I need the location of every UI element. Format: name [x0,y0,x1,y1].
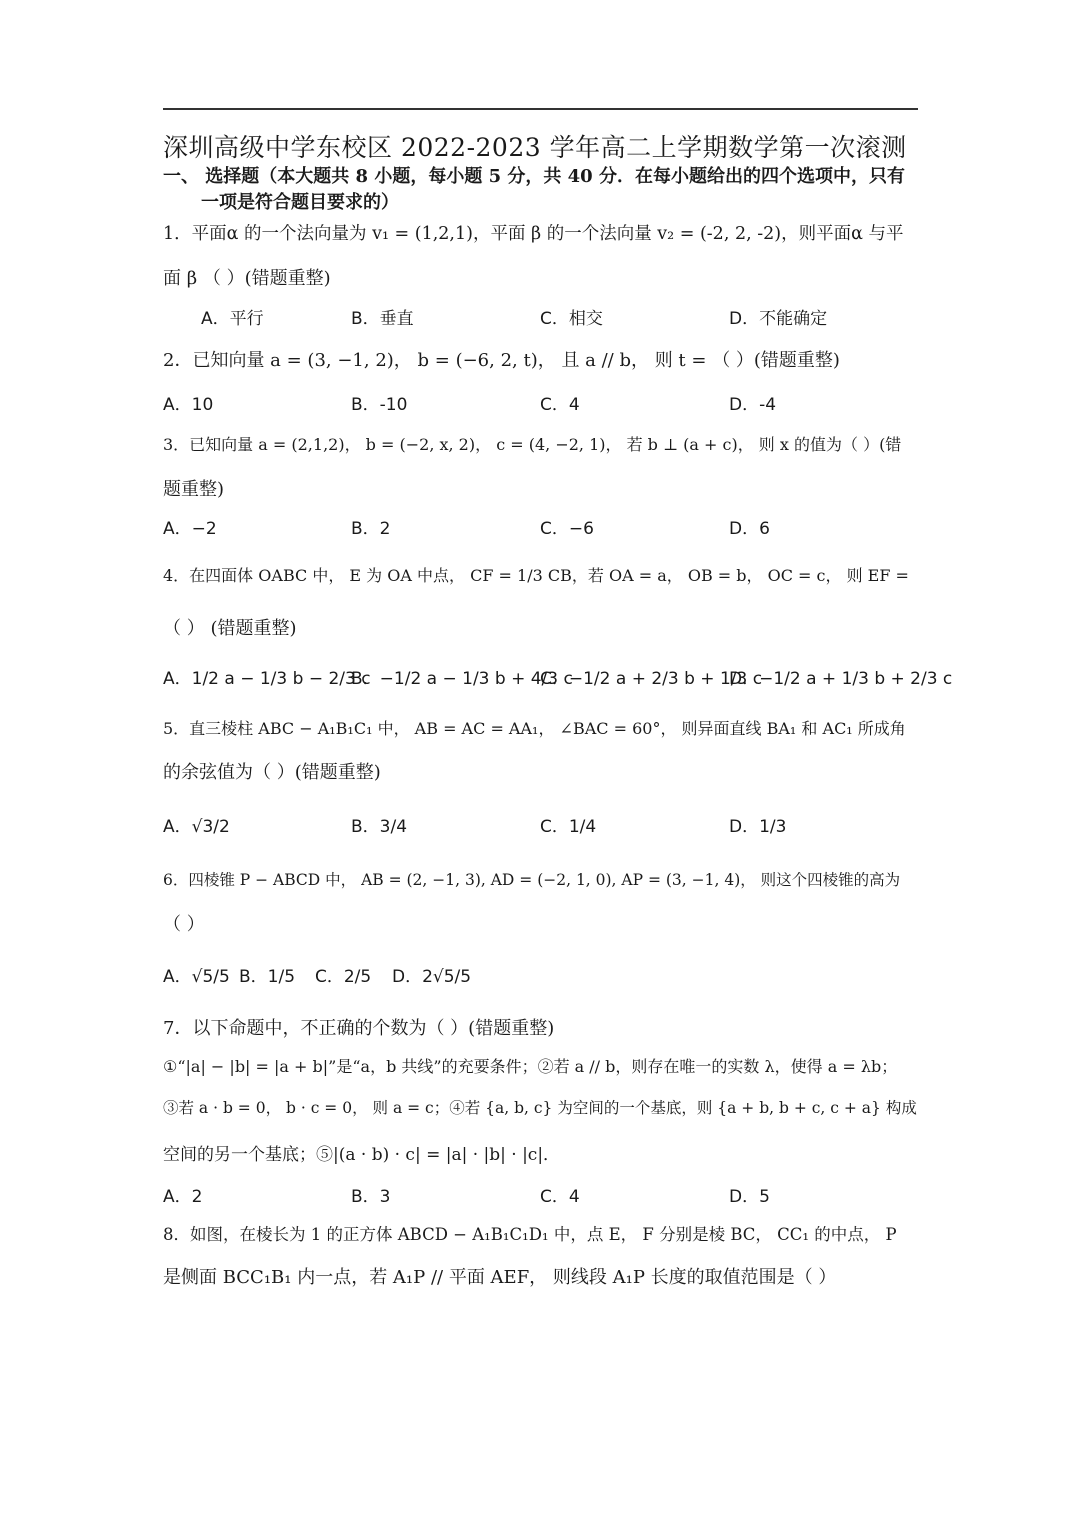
option-d: D．-4 [729,395,777,415]
question-3-line1: 3．已知向量 a = (2,1,2)， b = (−2, x, 2)， c = (4, −2, 1)， 若 b ⊥ (a + c)， 则 x 的值为（ ）(错 [163,435,902,454]
option-b: B．垂直 [351,309,414,329]
option-b: B．3 [351,1187,391,1207]
question-5-line1: 5．直三棱柱 ABC − A₁B₁C₁ 中， AB = AC = AA₁， ∠BAC = 60°， 则异面直线 BA₁ 和 AC₁ 所成角 [163,719,906,738]
question-1-line2: 面 β （ ）(错题重整) [163,268,331,289]
question-7-line1: 7．以下命题中，不正确的个数为（ ）(错题重整) [163,1018,555,1039]
option-d: D．6 [729,519,770,539]
option-a: A．√3/2 [163,817,230,837]
option-b: B．2 [351,519,391,539]
question-4-line1: 4．在四面体 OABC 中， E 为 OA 中点， CF = 1/3 CB，若 OA = a， OB = b， OC = c， 则 EF = [163,566,909,585]
header-rule [163,108,918,110]
option-a: A．−2 [163,519,217,539]
option-b: B．-10 [351,395,408,415]
question-1-line1: 1．平面α 的一个法向量为 v₁ = (1,2,1)，平面 β 的一个法向量 v₂ = (-2, 2, -2)，则平面α 与平 [163,224,904,244]
option-c: C．1/4 [540,817,597,837]
option-a: A．1/2 a − 1/3 b − 2/3 c [163,669,371,689]
question-6-line1: 6．四棱锥 P − ABCD 中， AB = (2, −1, 3), AD = (−2, 1, 0), AP = (3, −1, 4)， 则这个四棱锥的高为 [163,871,901,889]
option-b: B．3/4 [351,817,408,837]
option-c: C．−6 [540,519,594,539]
section-heading [163,164,918,216]
question-7-line3: ③若 a · b = 0， b · c = 0， 则 a = c；④若 {a, b, c} 为空间的一个基底，则 {a + b, b + c, c + a} 构成 [163,1099,917,1117]
option-d: D．1/3 [729,817,787,837]
option-a: A．√5/5 [163,967,230,987]
option-d: D．5 [729,1187,770,1207]
section-heading-line2: 一项是符合题目要求的） [201,192,399,213]
section-heading-line1: 一、 选择题（本大题共 8 小题，每小题 5 分，共 40 分．在每小题给出的四个选项中，只有 [163,166,905,187]
question-7-line4: 空间的另一个基底；⑤|(a · b) · c| = |a| · |b| · |c|． [163,1145,561,1165]
option-d: D．不能确定 [729,309,828,329]
question-3-line2: 题重整) [163,479,225,500]
option-b: B．−1/2 a − 1/3 b + 4/3 c [351,669,573,689]
option-c: C．相交 [540,309,603,329]
option-a: A．平行 [201,309,264,329]
question-8-line2: 是侧面 BCC₁B₁ 内一点，若 A₁P // 平面 AEF， 则线段 A₁P 长度的取值范围是（ ） [163,1267,837,1288]
option-b: B．1/5 [239,967,296,987]
question-7-line2: ①“|a| − |b| = |a + b|”是“a，b 共线”的充要条件；②若 a // b，则存在唯一的实数 λ，使得 a = λb； [163,1057,898,1076]
question-8-line1: 8．如图，在棱长为 1 的正方体 ABCD − A₁B₁C₁D₁ 中，点 E， F 分别是棱 BC， CC₁ 的中点， P [163,1225,897,1244]
question-5-line2: 的余弦值为（ ）(错题重整) [163,762,381,783]
option-d: D．−1/2 a + 1/3 b + 2/3 c [729,669,953,689]
option-c: C．2/5 [315,967,372,987]
question-4-line2: （ ） (错题重整) [163,618,297,639]
option-c: C．−1/2 a + 2/3 b + 1/3 c [540,669,763,689]
question-2-line1: 2．已知向量 a = (3, −1, 2)， b = (−6, 2, t)， 且 a // b， 则 t = （ ）(错题重整) [163,350,840,371]
option-c: C．4 [540,395,580,415]
option-a: A．2 [163,1187,203,1207]
page-title: 深圳高级中学东校区 2022-2023 学年高二上学期数学第一次滚测 [163,133,907,162]
option-a: A．10 [163,395,214,415]
option-d: D．2√5/5 [392,967,472,987]
question-6-line2: （ ） [163,914,205,935]
option-c: C．4 [540,1187,580,1207]
